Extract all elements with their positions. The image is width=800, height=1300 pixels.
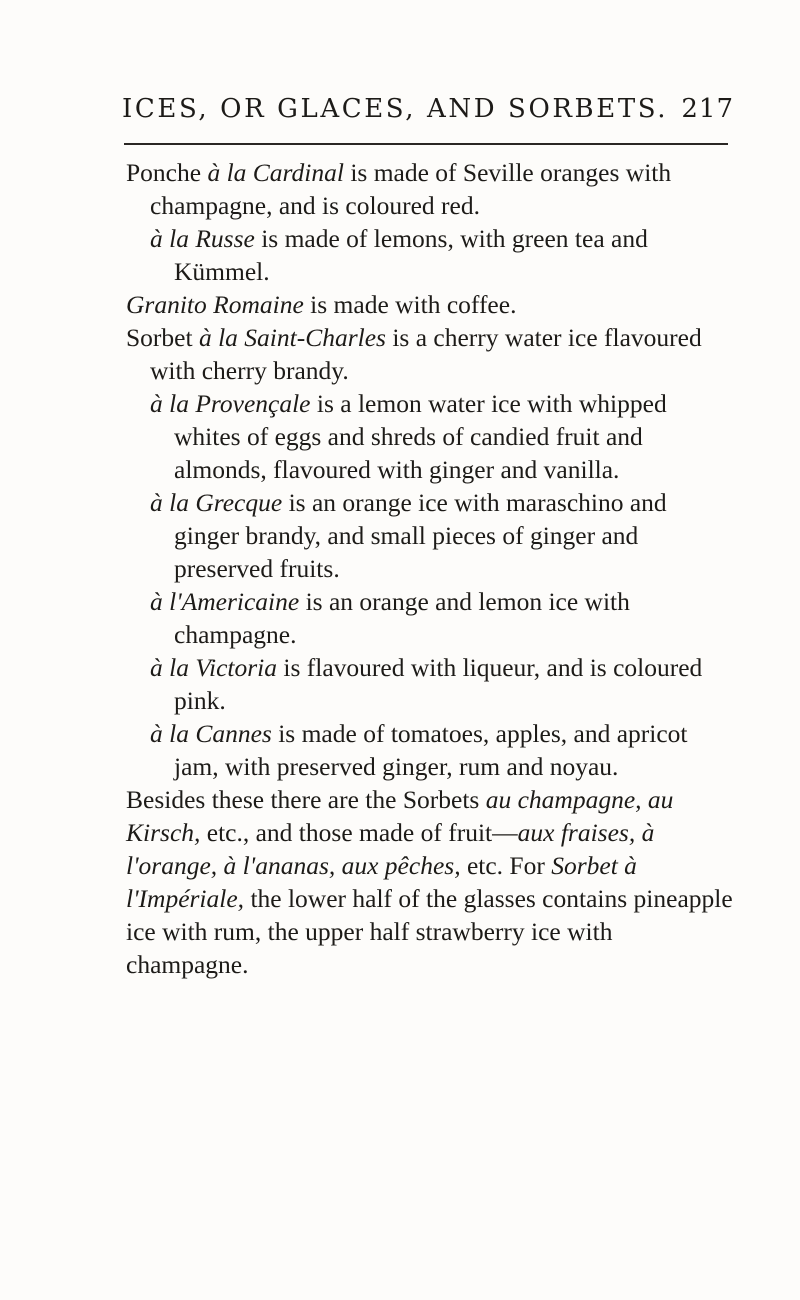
entry-text: is made of lemons, with green tea and Kümmel. xyxy=(174,224,648,286)
entry-cannes xyxy=(126,717,738,783)
entry-name-prefix: Ponche xyxy=(126,158,208,187)
entry-text: is flavoured with liqueur, and is coloured pink. xyxy=(174,653,703,715)
entry-text: is a lemon water ice with whipped whites of eggs and shreds of candied fruit and almonds, flavoured with ginger and vanilla. xyxy=(174,389,667,484)
entry-text: is made of Seville oranges with champagne, and is coloured red. xyxy=(150,158,672,220)
entry-text: is an orange ice with maraschino and ginger brandy, and small pieces of ginger and preserved fruits. xyxy=(174,488,667,583)
entry-text: is an orange and lemon ice with champagne. xyxy=(174,587,630,649)
entry-victoria xyxy=(126,651,738,717)
entry-grecque xyxy=(126,486,738,585)
closing-paragraph xyxy=(126,783,738,981)
closing-text-1: Besides these there are the Sorbets xyxy=(126,785,486,814)
header-rule xyxy=(124,143,728,145)
entry-name: à la Saint-Charles xyxy=(198,323,386,352)
running-head xyxy=(122,94,734,130)
entry-sorbet-saint-charles xyxy=(126,321,738,387)
entry-ponche-cardinal xyxy=(126,156,738,222)
entry-name: à la Grecque xyxy=(150,488,283,517)
closing-italic-3: Sorbet à l'Impériale, xyxy=(126,851,637,913)
closing-italic-2: aux fraises, à l'orange, à l'ananas, aux pêches, xyxy=(126,818,655,880)
entry-name: à la Russe xyxy=(150,224,255,253)
entry-text: is a cherry water ice flavoured with cherry brandy. xyxy=(150,323,702,385)
page-number: 217 xyxy=(681,94,734,124)
entry-name: à la Victoria xyxy=(150,653,278,682)
closing-text-3: etc. For xyxy=(460,851,552,880)
entry-name: à la Cannes xyxy=(150,719,272,748)
entry-name: à la Cardinal xyxy=(207,158,344,187)
closing-text-2: etc., and those made of fruit— xyxy=(200,818,518,847)
running-title: ICES, OR GLACES, AND SORBETS. xyxy=(122,94,669,124)
entry-russe xyxy=(126,222,738,288)
closing-text-4: the lower half of the glasses contains pineapple ice with rum, the upper half strawberry ice with champagne. xyxy=(126,884,733,979)
entry-name: à l'Americaine xyxy=(150,587,300,616)
entry-text: is made of tomatoes, apples, and apricot jam, with preserved ginger, rum and noyau. xyxy=(174,719,688,781)
entry-name: Granito Romaine xyxy=(126,290,304,319)
entry-americaine xyxy=(126,585,738,651)
closing-italic-1: au champagne, au Kirsch, xyxy=(126,785,674,847)
entry-name: à la Provençale xyxy=(150,389,311,418)
page-body xyxy=(126,156,738,981)
entry-provencale xyxy=(126,387,738,486)
entry-text: is made with coffee. xyxy=(303,290,517,319)
entry-granito-romaine xyxy=(126,288,738,321)
entry-name-prefix: Sorbet xyxy=(126,323,199,352)
